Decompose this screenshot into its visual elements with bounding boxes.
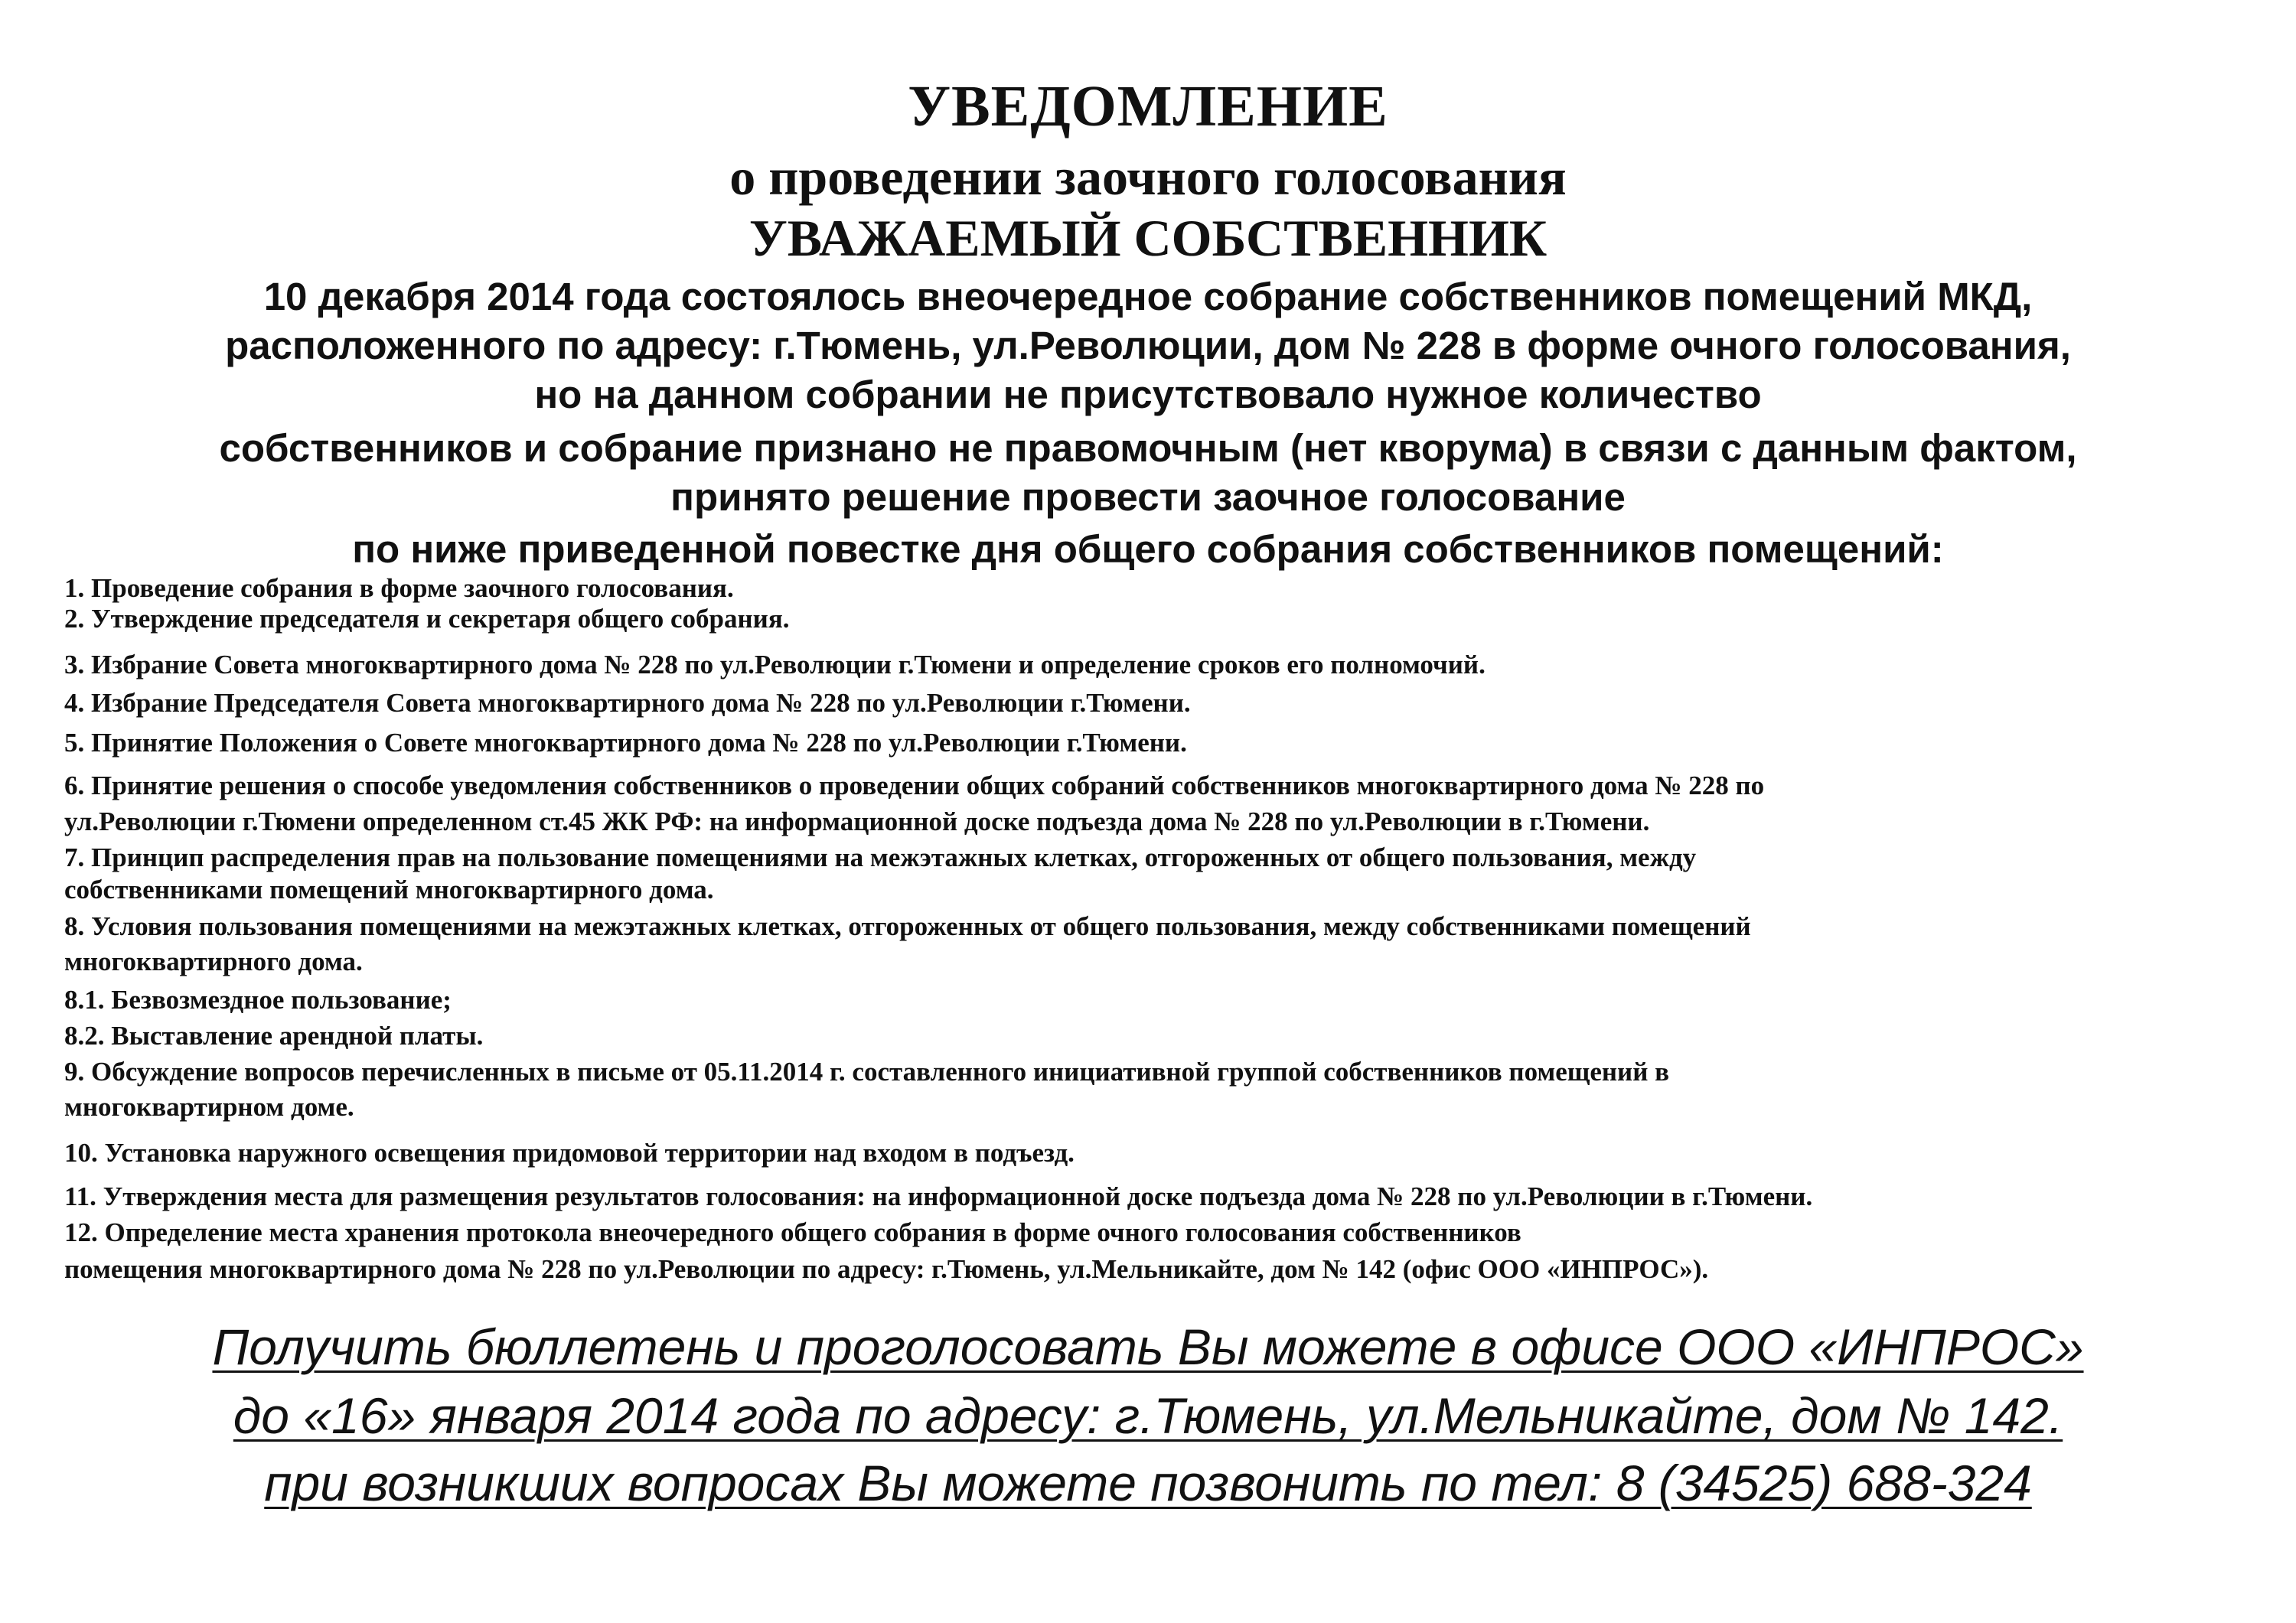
footer-line: [0, 1318, 2296, 1376]
agenda-item: 3. Избрание Совета многоквартирного дома № 228 по ул.Революции г.Тюмени и определение сроков его полномочий.: [64, 650, 1486, 680]
footer-line: [0, 1454, 2296, 1512]
notice-salutation: УВАЖАЕМЫЙ СОБСТВЕННИК: [748, 209, 1548, 267]
intro-line: но на данном собрании не присутствовало нужное количество: [534, 373, 1762, 416]
agenda-item: 8.1. Безвозмездное пользование;: [64, 985, 452, 1015]
agenda-item: 8. Условия пользования помещениями на межэтажных клетках, отгороженных от общего пользования, между собственниками помещений: [64, 911, 1751, 941]
intro-line: принято решение провести заочное голосование: [670, 475, 1626, 519]
footer-text: при возникших вопросах Вы можете позвонить по тел: 8 (34525) 688-324: [264, 1455, 2032, 1511]
notice-subtitle: о проведении заочного голосования: [729, 148, 1567, 206]
footer-line: [0, 1387, 2296, 1445]
agenda-item: 9. Обсуждение вопросов перечисленных в письме от 05.11.2014 г. составленного инициативной группой собственников помещений в: [64, 1057, 1670, 1087]
agenda-item: 7. Принцип распределения прав на пользование помещениями на межэтажных клетках, отгороженных от общего пользования, между: [64, 842, 1697, 872]
agenda-item: 6. Принятие решения о способе уведомления собственников о проведении общих собраний собственников многоквартирного дома № 228 по: [64, 771, 1765, 800]
intro-line: по ниже приведенной повестке дня общего собрания собственников помещений:: [352, 527, 1944, 571]
agenda-item: многоквартирного дома.: [64, 947, 363, 976]
agenda-item: 5. Принятие Положения о Совете многоквартирного дома № 228 по ул.Революции г.Тюмени.: [64, 728, 1187, 758]
agenda-item: 11. Утверждения места для размещения результатов голосования: на информационной доске подъезда дома № 228 по ул.Революции в г.Тюмени.: [64, 1181, 1813, 1211]
agenda-item: 1. Проведение собрания в форме заочного голосования.: [64, 573, 734, 603]
agenda-item: 10. Установка наружного освещения придомовой территории над входом в подъезд.: [64, 1138, 1075, 1168]
agenda-item: 12. Определение места хранения протокола внеочередного общего собрания в форме очного голосования собственников: [64, 1217, 1521, 1247]
agenda-item: многоквартирном доме.: [64, 1092, 354, 1122]
agenda-item: 2. Утверждение председателя и секретаря общего собрания.: [64, 604, 790, 634]
agenda-item: 8.2. Выставление арендной платы.: [64, 1021, 484, 1051]
agenda-item: ул.Революции г.Тюмени определенном ст.45 ЖК РФ: на информационной доске подъезда дома № 228 по ул.Революции в г.Тюмени.: [64, 807, 1650, 836]
notice-title: УВЕДОМЛЕНИЕ: [908, 74, 1388, 139]
intro-line: 10 декабря 2014 года состоялось внеочередное собрание собственников помещений МКД,: [263, 275, 2033, 318]
intro-line: собственников и собрание признано не правомочным (нет кворума) в связи с данным фактом,: [219, 426, 2077, 470]
agenda-item: 4. Избрание Председателя Совета многоквартирного дома № 228 по ул.Революции г.Тюмени.: [64, 688, 1191, 718]
footer-text: Получить бюллетень и проголосовать Вы можете в офисе ООО «ИНПРОС»: [212, 1318, 2084, 1375]
agenda-item: помещения многоквартирного дома № 228 по ул.Революции по адресу: г.Тюмень, ул.Мельникайте, дом № 142 (офис ООО «ИНПРОС»).: [64, 1254, 1709, 1284]
footer-text: до «16» января 2014 года по адресу: г.Тюмень, ул.Мельникайте, дом № 142.: [233, 1387, 2063, 1444]
intro-line: расположенного по адресу: г.Тюмень, ул.Революции, дом № 228 в форме очного голосования,: [225, 324, 2071, 367]
agenda-item: собственниками помещений многоквартирного дома.: [64, 875, 714, 904]
